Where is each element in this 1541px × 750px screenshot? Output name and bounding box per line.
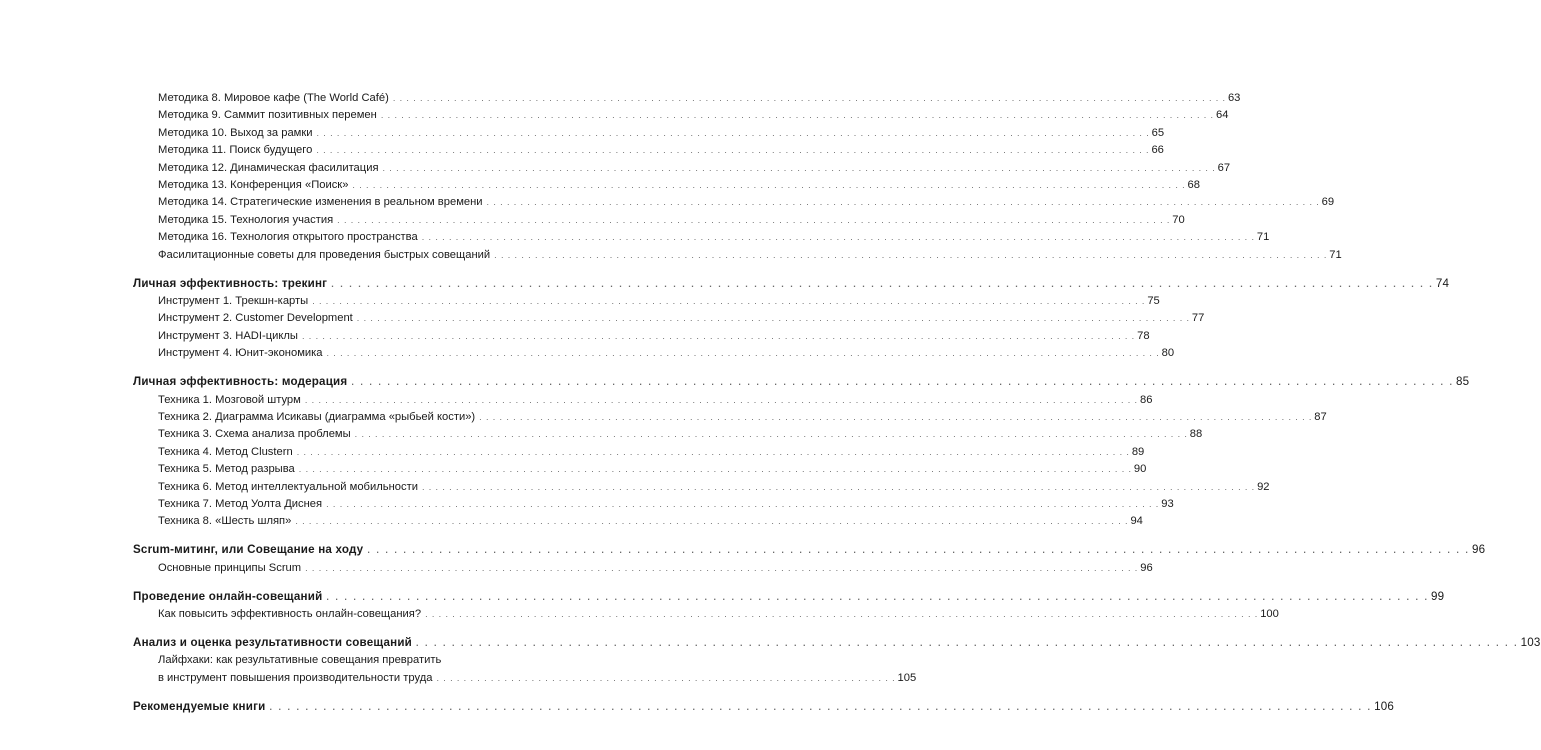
toc-entry-page: 94 [1130,515,1143,528]
toc-entry-page: 87 [1314,410,1327,423]
toc-group [133,588,1445,624]
toc-entry-page: 63 [1227,92,1241,104]
table-of-contents [133,90,1541,716]
toc-entry-label: Техника 5. Метод разрыва [158,463,295,476]
toc-entry-page: 68 [1187,179,1200,192]
spacer [133,363,487,374]
toc-entry-page: 66 [1151,144,1164,157]
toc-entry-label: Инструмент 2. Customer Development [158,312,353,325]
toc-section-label: Анализ и оценка результативности совещаний [133,635,412,649]
dot-leader [305,560,1138,577]
toc-section-heading[interactable] [133,698,1395,716]
dot-leader [393,90,1226,107]
toc-entry-label: Фасилитационные советы для проведения быстрых совещаний [158,248,491,261]
toc-entry-page: 78 [1137,329,1150,342]
spacer [133,264,487,275]
toc-entry[interactable] [133,479,1270,496]
toc-entry-label: Инструмент 3. HADI-циклы [158,329,298,342]
toc-entry[interactable] [133,409,1327,426]
dot-leader [425,606,1258,623]
toc-entry-label: Инструмент 4. Юнит-экономика [158,347,323,360]
toc-section-label: Рекомендуемые книги [133,699,266,713]
toc-entry-page: 75 [1147,294,1160,307]
toc-entry-label: Методика 9. Саммит позитивных перемен [158,109,377,122]
toc-entry-label-line1: Лайфхаки: как результативные совещания превратить [158,654,442,667]
toc-entry-label-line2: в инструмент повышения производительности труда [158,671,433,684]
toc-entry-label: Техника 7. Метод Уолта Диснея [158,497,323,510]
toc-entry-page: 67 [1217,161,1231,174]
toc-entry-label: Методика 11. Поиск будущего [158,144,313,157]
toc-entry-label: Техника 6. Метод интеллектуальной мобильности [158,480,418,493]
dot-leader [422,479,1255,496]
toc-entry-page: 86 [1139,393,1153,406]
dot-leader [383,160,1216,177]
dot-leader [352,177,1185,194]
toc-section-page: 106 [1374,699,1395,713]
dot-leader [312,293,1145,310]
spacer [133,531,487,542]
toc-entry-page: 89 [1131,445,1145,458]
toc-entry-label: Методика 16. Технология открытого пространства [158,231,418,244]
toc-entry[interactable] [133,392,1153,409]
toc-group [133,90,1342,264]
toc-entry-label: Методика 8. Мировое кафе (The World Café) [158,92,389,104]
toc-entry[interactable] [133,125,1165,142]
toc-entry[interactable] [133,606,1279,623]
toc-entry[interactable] [133,560,1153,577]
toc-section-label: Личная эффективность: трекинг [133,276,328,290]
toc-group [133,541,1486,577]
dot-leader [269,699,1372,716]
toc-entry-line2 [158,670,917,687]
toc-section-heading[interactable] [133,541,1486,559]
toc-entry-label: Техника 1. Мозговой штурм [158,393,301,406]
dot-leader [297,444,1130,461]
toc-entry-page: 69 [1321,196,1335,209]
dot-leader [295,513,1128,530]
toc-group [133,634,1541,687]
toc-entry[interactable] [133,461,1147,478]
toc-group [133,698,1395,716]
toc-entry-multiline[interactable] [133,652,917,687]
dot-leader [487,194,1320,211]
toc-entry-page: 100 [1260,607,1279,620]
toc-entry-label: Методика 14. Стратегические изменения в реальном времени [158,196,483,209]
dot-leader [302,328,1135,345]
toc-entry-label: Техника 2. Диаграмма Исикавы (диаграмма «рыбьей кости») [158,410,476,423]
dot-leader [357,310,1190,327]
dot-leader [422,229,1255,246]
dot-leader [381,107,1214,124]
dot-leader [317,125,1150,142]
toc-section-heading[interactable] [133,634,1541,652]
toc-section-label: Проведение онлайн-совещаний [133,589,323,603]
toc-entry-page: 93 [1161,497,1174,510]
toc-section-heading[interactable] [133,588,1445,606]
toc-entry-label: Техника 8. «Шесть шляп» [158,515,292,528]
spacer [133,577,487,588]
dot-leader [326,496,1159,513]
dot-leader [299,461,1132,478]
toc-entry[interactable] [133,310,1205,327]
toc-section-page: 99 [1431,589,1445,603]
toc-entry[interactable] [133,194,1335,211]
toc-entry-page: 71 [1329,248,1342,261]
toc-entry[interactable] [133,426,1203,443]
toc-section-label: Личная эффективность: модерация [133,375,348,389]
toc-entry-label: Инструмент 1. Трекшн-карты [158,294,309,307]
spacer [133,687,487,698]
toc-entry-page: 92 [1257,480,1270,493]
toc-entry[interactable] [133,247,1342,264]
toc-entry[interactable] [133,328,1150,345]
dot-leader [337,212,1170,229]
toc-entry[interactable] [133,496,1174,513]
dot-leader [436,670,895,687]
dot-leader [416,635,1519,652]
toc-section-page: 103 [1520,635,1541,649]
toc-entry-page: 88 [1189,428,1203,441]
toc-section-label: Scrum-митинг, или Совещание на ходу [133,543,364,557]
dot-leader [305,392,1138,409]
toc-entry-label: Техника 4. Метод Clustern [158,445,293,458]
toc-entry[interactable] [133,160,1231,177]
dot-leader [494,247,1327,264]
toc-entry[interactable] [133,345,1175,362]
toc-entry[interactable] [133,293,1160,310]
dot-leader [355,426,1188,443]
toc-entry-page: 96 [1140,561,1153,574]
toc-group [133,373,1470,531]
toc-entry-page: 105 [897,671,917,684]
toc-entry[interactable] [133,142,1164,159]
toc-entry-page: 80 [1161,347,1175,360]
dot-leader [331,276,1434,293]
toc-entry[interactable] [133,513,1143,530]
spacer [133,623,487,634]
toc-entry-label: Методика 12. Динамическая фасилитация [158,161,379,174]
toc-entry-page: 90 [1133,463,1147,476]
toc-entry[interactable] [133,229,1270,246]
toc-entry-label: Как повысить эффективность онлайн-совещания? [158,607,422,620]
toc-entry-label: Методика 10. Выход за рамки [158,126,313,139]
dot-leader [351,374,1454,391]
toc-entry[interactable] [133,444,1145,461]
toc-entry-label: Методика 13. Конференция «Поиск» [158,179,349,192]
toc-entry-label: Техника 3. Схема анализа проблемы [158,428,351,441]
toc-group [133,275,1450,363]
toc-entry-page: 77 [1191,312,1205,325]
toc-entry[interactable] [133,177,1200,194]
toc-entry-page: 70 [1172,213,1185,226]
toc-entry-page: 71 [1256,231,1270,244]
toc-entry[interactable] [133,212,1185,229]
toc-section-page: 85 [1455,375,1470,389]
toc-entry-page: 64 [1215,109,1229,122]
dot-leader [479,409,1312,426]
toc-entry[interactable] [133,90,1241,107]
dot-leader [367,542,1470,559]
toc-section-heading[interactable] [133,373,1470,391]
dot-leader [316,142,1149,159]
toc-section-page: 74 [1435,276,1450,290]
toc-entry-label: Методика 15. Технология участия [158,213,334,226]
toc-section-heading[interactable] [133,275,1450,293]
toc-entry-label: Основные принципы Scrum [158,561,302,574]
toc-entry[interactable] [133,107,1229,124]
dot-leader [326,589,1429,606]
toc-entry-page: 65 [1151,126,1165,139]
toc-section-page: 96 [1471,543,1486,557]
dot-leader [327,345,1160,362]
